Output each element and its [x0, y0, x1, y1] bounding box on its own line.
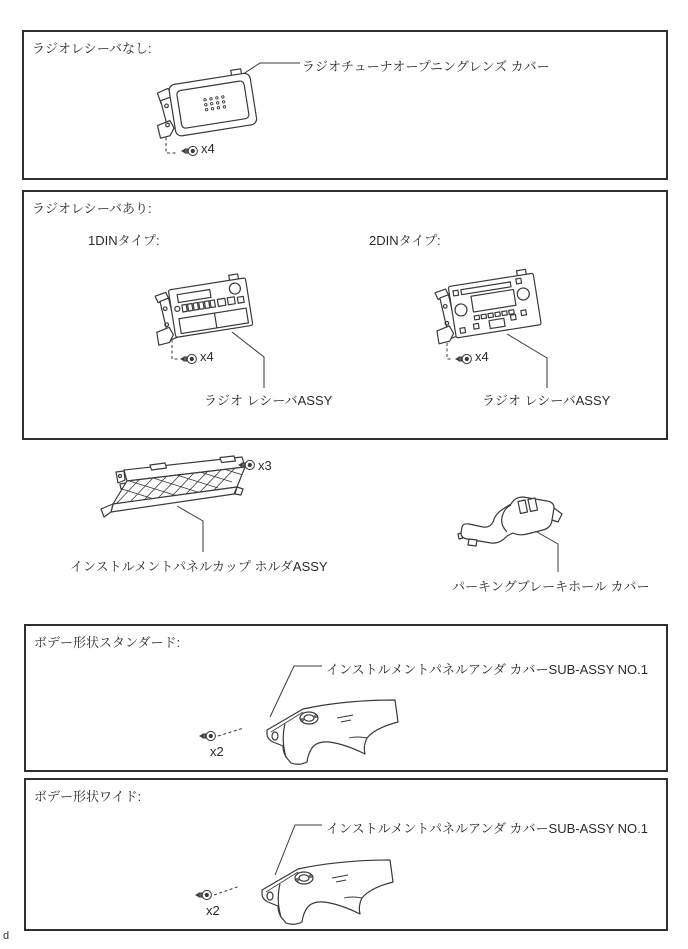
section-title-body-wide: ボデー形状ワイド:	[34, 789, 142, 804]
screw-count-label: x4	[475, 349, 489, 364]
screw-icon	[179, 353, 197, 365]
screw-count-label: x2	[206, 903, 220, 918]
subtitle-1din: 1DINタイプ:	[88, 233, 160, 248]
part-label-lens-cover: ラジオチューナオープニングレンズ カバー	[302, 59, 550, 74]
subtitle-2din: 2DINタイプ:	[369, 233, 441, 248]
part-label-under-cover-standard: インストルメントパネルアンダ カバーSUB-ASSY NO.1	[326, 662, 648, 677]
section-title-body-standard: ボデー形状スタンダード:	[34, 635, 181, 650]
section-no-radio-receiver	[22, 30, 668, 180]
radio-tuner-opening-lens-cover-drawing	[148, 70, 260, 138]
part-label-parking-brake-hole-cover: パーキングブレーキホール カバー	[452, 579, 650, 594]
section-with-radio-receiver	[22, 190, 668, 440]
part-label-under-cover-wide: インストルメントパネルアンダ カバーSUB-ASSY NO.1	[326, 821, 648, 836]
screw-icon	[180, 145, 198, 157]
screw-icon	[194, 889, 212, 901]
instrument-panel-under-cover-standard-drawing	[245, 696, 403, 768]
part-label-cup-holder: インストルメントパネルカップ ホルダASSY	[70, 559, 328, 574]
screw-count-label: x2	[210, 744, 224, 759]
screw-count-label: x3	[258, 458, 272, 473]
part-label-radio-receiver-2din: ラジオ レシーバASSY	[482, 393, 611, 408]
section-body-shape-wide	[24, 778, 668, 931]
radio-receiver-2din-drawing	[430, 275, 542, 341]
radio-receiver-1din-drawing	[150, 277, 254, 341]
section-title-with-radio: ラジオレシーバあり:	[32, 201, 152, 216]
screw-count-label: x4	[200, 349, 214, 364]
screw-icon	[237, 459, 255, 471]
section-title-no-radio: ラジオレシーバなし:	[32, 41, 152, 56]
instrument-panel-under-cover-wide-drawing	[240, 856, 398, 928]
page-footer-char: d	[3, 930, 10, 942]
parking-brake-hole-cover-drawing	[455, 492, 567, 554]
part-label-radio-receiver-1din: ラジオ レシーバASSY	[204, 393, 333, 408]
screw-count-label: x4	[201, 141, 215, 156]
screw-icon	[454, 353, 472, 365]
screw-icon	[198, 730, 216, 742]
section-body-shape-standard	[24, 624, 668, 772]
